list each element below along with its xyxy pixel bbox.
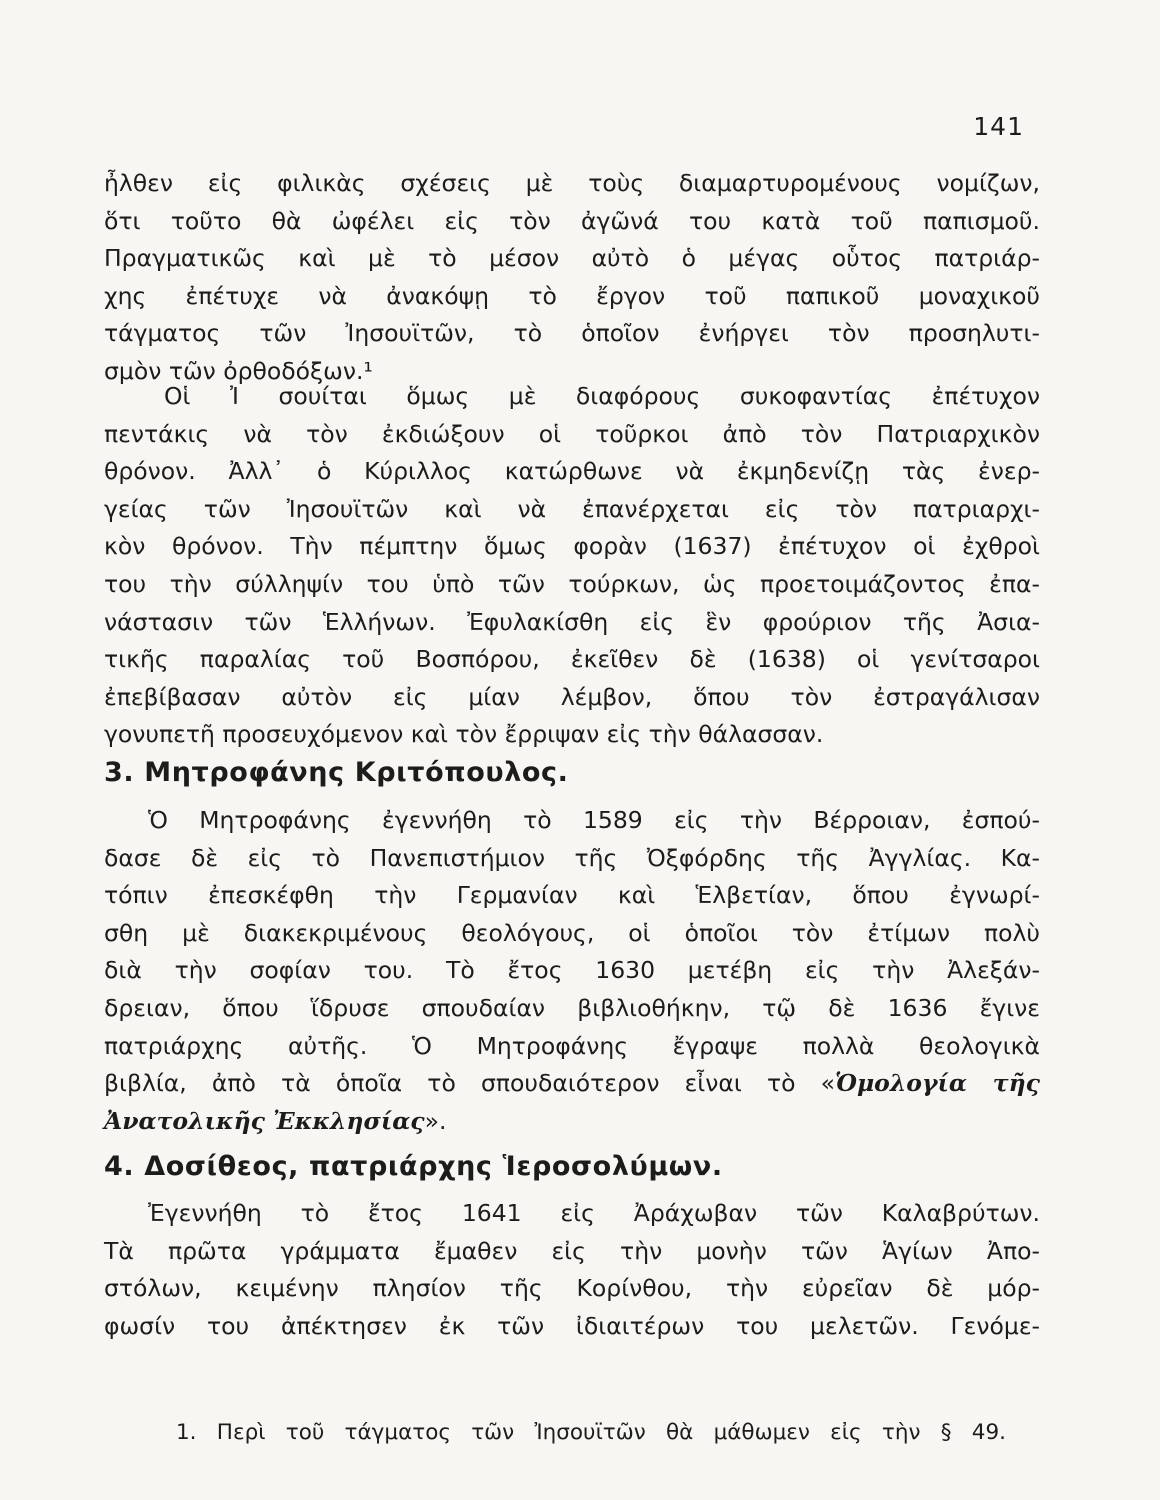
paragraph-line: δασε δὲ εἰς τὸ Πανεπιστήμιον τῆς Ὀξφόρδης τῆς Ἀγγλίας. Κα-: [104, 843, 1040, 872]
paragraph-line: θρόνον. Ἀλλ᾿ ὁ Κύριλλος κατώρθωνε νὰ ἐκμηδενίζῃ τὰς ἐνερ-: [104, 457, 1040, 486]
paragraph-line: τικῆς παραλίας τοῦ Βοσπόρου, ἐκεῖθεν δὲ (1638) οἱ γενίτσαροι: [104, 645, 1040, 674]
paragraph-1: [104, 165, 1040, 391]
paragraph-line: σμὸν τῶν ὀρθοδόξων.¹: [104, 356, 373, 385]
paragraph-line: πεντάκις νὰ τὸν ἐκδιώξουν οἱ τοῦρκοι ἀπὸ τὸν Πατριαρχικὸν: [104, 419, 1040, 448]
paragraph-line: τόπιν ἐπεσκέφθη τὴν Γερμανίαν καὶ Ἑλβετίαν, ὅπου ἐγνωρί-: [104, 881, 1040, 910]
section-3-heading: 3. Μητροφάνης Κριτόπουλος.: [104, 757, 569, 788]
book-title: Ἀνατολικῆς Ἐκκλησίας: [104, 1106, 425, 1135]
paragraph-line: διὰ τὴν σοφίαν του. Τὸ ἔτος 1630 μετέβη εἰς τὴν Ἀλεξάν-: [104, 956, 1040, 985]
line-text: βιβλία, ἀπὸ τὰ ὁποῖα τὸ σπουδαιότερον εἶναι τὸ «: [104, 1069, 835, 1098]
book-title: Ὁμολογία τῆς: [834, 1069, 1040, 1098]
paragraph-line: ἦλθεν εἰς φιλικὰς σχέσεις μὲ τοὺς διαμαρτυρομένους νομίζων,: [104, 169, 1040, 197]
paragraph-line: ὅτι τοῦτο θὰ ὠφέλει εἰς τὸν ἀγῶνά του κατὰ τοῦ παπισμοῦ.: [104, 206, 1040, 235]
paragraph-line: Ἐγεννήθη τὸ ἔτος 1641 εἰς Ἀράχωβαν τῶν Καλαβρύτων.: [148, 1199, 1040, 1227]
paragraph-line: στόλων, κειμένην πλησίον τῆς Κορίνθου, τὴν εὐρεῖαν δὲ μόρ-: [104, 1274, 1040, 1303]
paragraph-line: πατριάρχης αὐτῆς. Ὁ Μητροφάνης ἔγραψε πολλὰ θεολογικὰ: [104, 1031, 1040, 1060]
footnote: 1. Περὶ τοῦ τάγματος τῶν Ἰησουϊτῶν θὰ μάθωμεν εἰς τὴν § 49.: [176, 1420, 1006, 1445]
paragraph-line: κὸν θρόνον. Τὴν πέμπτην ὅμως φορὰν (1637) ἐπέτυχον οἱ ἐχθροὶ: [104, 532, 1040, 561]
paragraph-line: Οἱ Ἰ σουίται ὅμως μὲ διαφόρους συκοφαντίας ἐπέτυχον: [164, 382, 1040, 410]
section-4-heading: 4. Δοσίθεος, πατριάρχης Ἱεροσολύμων.: [104, 1151, 723, 1182]
paragraph-line: Τὰ πρῶτα γράμματα ἔμαθεν εἰς τὴν μονὴν τῶν Ἁγίων Ἀπο-: [104, 1236, 1040, 1265]
paragraph-line: [104, 1065, 1040, 1103]
paragraph-line: χης ἐπέτυχε νὰ ἀνακόψῃ τὸ ἔργον τοῦ παπικοῦ μοναχικοῦ: [104, 281, 1040, 310]
paragraph-line: δρειαν, ὅπου ἵδρυσε σπουδαίαν βιβλιοθήκην, τῷ δὲ 1636 ἔγινε: [104, 993, 1040, 1022]
paragraph-line: νάστασιν τῶν Ἑλλήνων. Ἐφυλακίσθη εἰς ἓν φρούριον τῆς Ἀσια-: [104, 607, 1040, 636]
paragraph-4: [104, 1195, 1040, 1345]
page-number: 141: [973, 112, 1024, 141]
paragraph-2: [104, 378, 1040, 754]
paragraph-line: τάγματος τῶν Ἰησουϊτῶν, τὸ ὁποῖον ἐνήργει τὸν προσηλυτι-: [104, 319, 1040, 348]
line-text: ».: [424, 1106, 447, 1135]
paragraph-line: του τὴν σύλληψίν του ὑπὸ τῶν τούρκων, ὡς προετοιμάζοντος ἐπα-: [104, 569, 1040, 598]
paragraph-line: Ὁ Μητροφάνης ἐγεννήθη τὸ 1589 εἰς τὴν Βέρροιαν, ἐσπού-: [148, 806, 1040, 834]
paragraph-line: γονυπετῆ προσευχόμενον καὶ τὸν ἔρριψαν εἰς τὴν θάλασσαν.: [104, 720, 824, 749]
paragraph-line: [104, 1103, 1040, 1141]
paragraph-line: γείας τῶν Ἰησουϊτῶν καὶ νὰ ἐπανέρχεται εἰς τὸν πατριαρχι-: [104, 494, 1040, 523]
paragraph-line: φωσίν του ἀπέκτησεν ἐκ τῶν ἰδιαιτέρων του μελετῶν. Γενόμε-: [104, 1311, 1040, 1340]
paragraph-line: σθη μὲ διακεκριμένους θεολόγους, οἱ ὁποῖοι τὸν ἐτίμων πολὺ: [104, 918, 1040, 947]
paragraph-line: Πραγματικῶς καὶ μὲ τὸ μέσον αὐτὸ ὁ μέγας οὗτος πατριάρ-: [104, 244, 1040, 273]
paragraph-3: [104, 802, 1040, 1140]
paragraph-line: ἐπεβίβασαν αὐτὸν εἰς μίαν λέμβον, ὅπου τὸν ἐστραγάλισαν: [104, 682, 1040, 711]
